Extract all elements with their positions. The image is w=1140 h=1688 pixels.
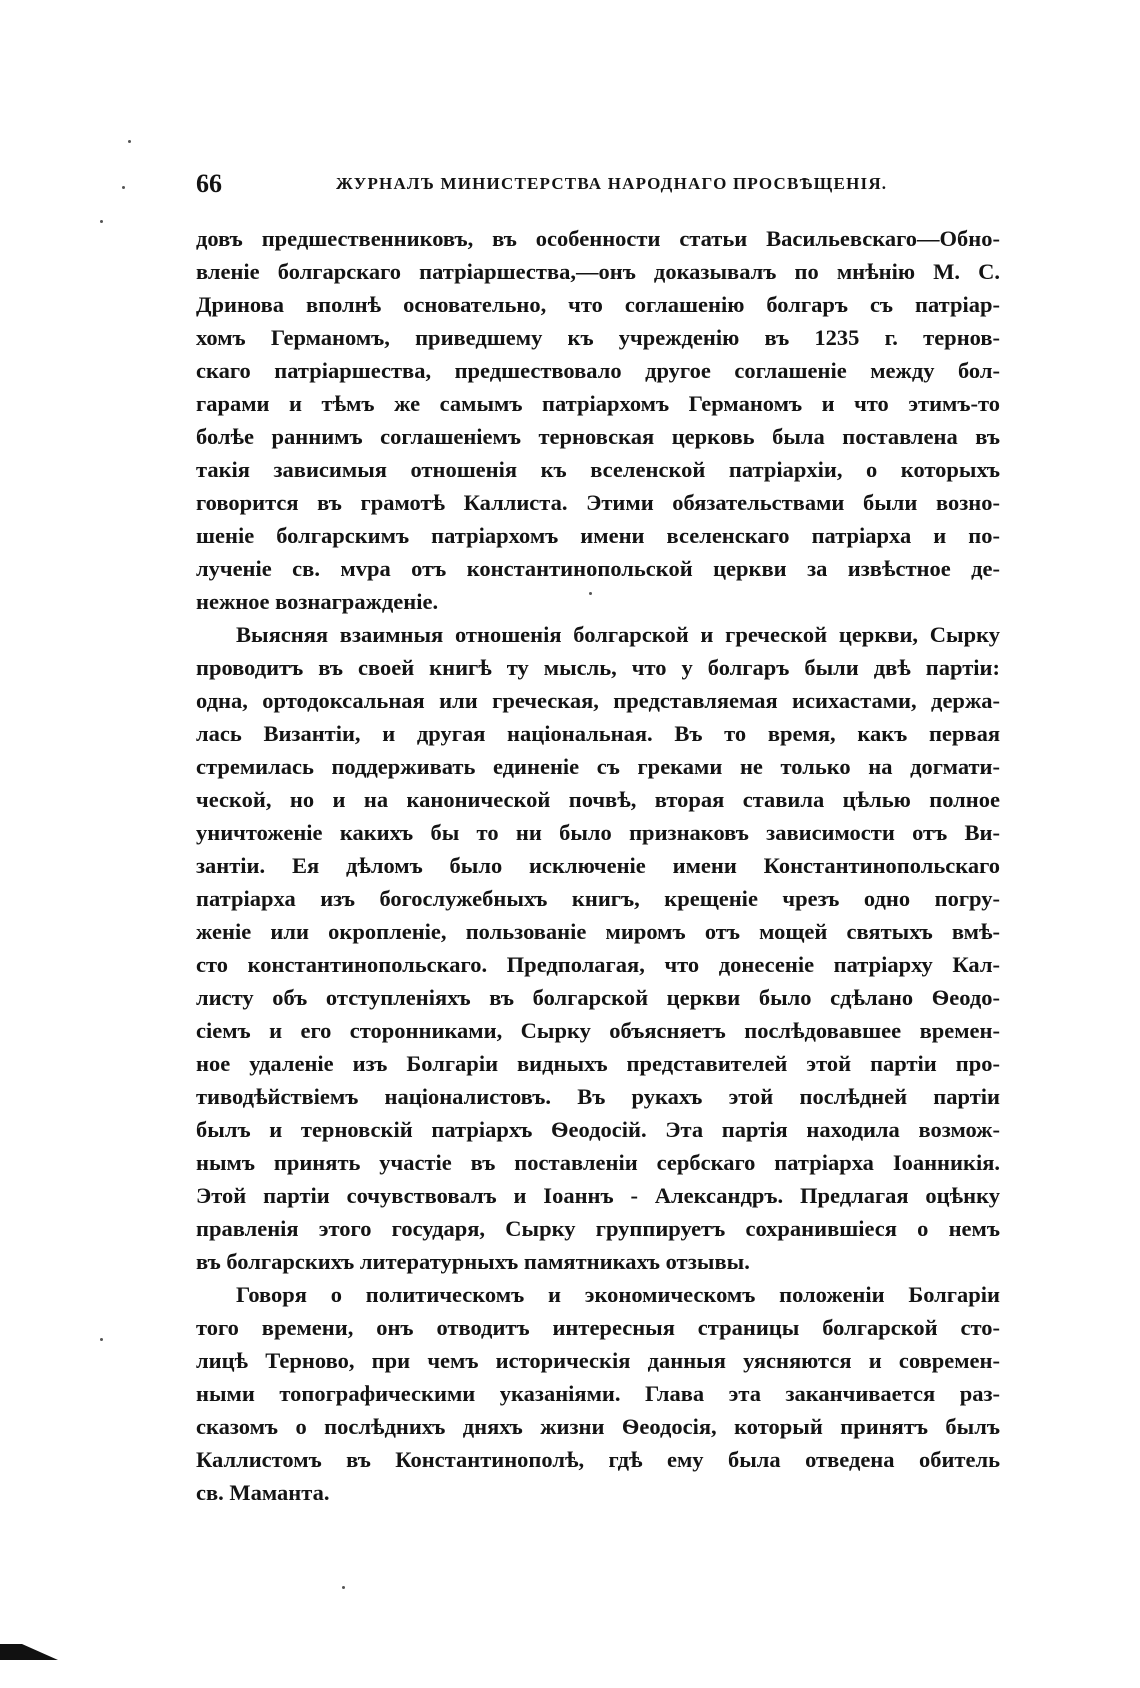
text-line: былъ и терновскій патріархъ Ѳеодосій. Эта партія находила возмож- (196, 1117, 1000, 1142)
text-line: довъ предшественниковъ, въ особенности статьи Васильевскаго—Обно- (196, 226, 1000, 251)
text-line: тиводѣйствіемъ націоналистовъ. Въ рукахъ этой послѣдней партіи (196, 1084, 1000, 1109)
scan-speck (100, 1338, 103, 1341)
text-line: нымъ принять участіе въ поставленіи сербскаго патріарха Іоанникія. (196, 1150, 1000, 1175)
text-line: листу объ отступленіяхъ въ болгарской церкви было сдѣлано Ѳеодо- (196, 985, 1000, 1010)
text-line: шеніе болгарскимъ патріархомъ имени вселенскаго патріарха и по- (196, 523, 1000, 548)
text-line: сказомъ о послѣднихъ дняхъ жизни Ѳеодосія, который принятъ былъ (196, 1414, 1000, 1439)
text-line: хомъ Германомъ, приведшему къ учрежденію въ 1235 г. тернов- (196, 325, 1000, 350)
page-corner-mark (0, 1640, 58, 1662)
text-line: Говоря о политическомъ и экономическомъ положеніи Болгаріи (236, 1282, 1000, 1307)
paragraph-2 (196, 618, 1000, 1278)
text-line: того времени, онъ отводитъ интересныя страницы болгарской сто- (196, 1315, 1000, 1340)
text-line: вленіе болгарскаго патріаршества,—онъ доказывалъ по мнѣнію М. С. (196, 259, 1000, 284)
text-line: нежное вознагражденіе. (196, 589, 439, 614)
scan-speck (128, 140, 131, 143)
text-line: Дринова вполнѣ основательно, что соглашенію болгаръ съ патріар- (196, 292, 1000, 317)
paragraph-1 (196, 222, 1000, 618)
text-line: Этой партіи сочувствовалъ и Іоаннъ - Александръ. Предлагая оцѣнку (196, 1183, 1000, 1208)
text-line: уничтоженіе какихъ бы то ни было признаковъ зависимости отъ Ви- (196, 820, 1000, 845)
text-line: скаго патріаршества, предшествовало другое соглашеніе между бол- (196, 358, 1000, 383)
text-line: правленія этого государя, Сырку группируетъ сохранившіеся о немъ (196, 1216, 1000, 1241)
text-line: стремилась поддерживать единеніе съ греками не только на догмати- (196, 754, 1000, 779)
text-line: сто константинопольскаго. Предполагая, что донесеніе патріарху Кал- (196, 952, 1000, 977)
text-line: ное удаленіе изъ Болгаріи видныхъ представителей этой партіи про- (196, 1051, 1000, 1076)
page-number: 66 (196, 169, 222, 198)
text-line: ными топографическими указаніями. Глава эта заканчивается раз- (196, 1381, 1000, 1406)
body-text (196, 222, 1000, 1509)
text-line: говорится въ грамотѣ Каллиста. Этими обязательствами были возно- (196, 490, 1000, 515)
text-line: одна, ортодоксальная или греческая, представляемая исихастами, держа- (196, 688, 1000, 713)
text-line: св. Маманта. (196, 1480, 330, 1505)
running-head (196, 166, 1000, 202)
text-line: проводитъ въ своей книгѣ ту мысль, что у болгаръ были двѣ партіи: (196, 655, 1000, 680)
text-line: лась Византіи, и другая національная. Въ то время, какъ первая (196, 721, 1000, 746)
text-line: болѣе раннимъ соглашеніемъ терновская церковь была поставлена въ (196, 424, 1000, 449)
text-line: зантіи. Ея дѣломъ было исключеніе имени Константинопольскаго (196, 853, 1000, 878)
paragraph-3 (196, 1278, 1000, 1509)
scan-speck (100, 220, 103, 223)
text-line: лицѣ Терново, при чемъ историческія данныя уясняются и современ- (196, 1348, 1000, 1373)
text-line: гарами и тѣмъ же самымъ патріархомъ Германомъ и что этимъ-то (196, 391, 1000, 416)
text-line: лученіе св. мvра отъ константинопольской церкви за извѣстное де- (196, 556, 1000, 581)
scan-speck (122, 186, 125, 189)
journal-title: ЖУРНАЛЪ МИНИСТЕРСТВА НАРОДНАГО ПРОСВѢЩЕНІЯ. (336, 174, 888, 193)
text-line: Каллистомъ въ Константинополѣ, гдѣ ему была отведена обитель (196, 1447, 1000, 1472)
scan-speck (589, 592, 592, 595)
text-line: ческой, но и на канонической почвѣ, вторая ставила цѣлью полное (196, 787, 1000, 812)
text-line: такія зависимыя отношенія къ вселенской патріархіи, о которыхъ (196, 457, 1000, 482)
text-line: патріарха изъ богослужебныхъ книгъ, крещеніе чрезъ одно погру- (196, 886, 1000, 911)
text-line: сіемъ и его сторонниками, Сырку объясняетъ послѣдовавшее времен- (196, 1018, 1000, 1043)
text-line: женіе или окропленіе, пользованіе миромъ отъ мощей святыхъ вмѣ- (196, 919, 1000, 944)
text-line: въ болгарскихъ литературныхъ памятникахъ отзывы. (196, 1249, 750, 1274)
text-line: Выясняя взаимныя отношенія болгарской и греческой церкви, Сырку (236, 622, 1000, 647)
scan-speck (342, 1586, 345, 1589)
